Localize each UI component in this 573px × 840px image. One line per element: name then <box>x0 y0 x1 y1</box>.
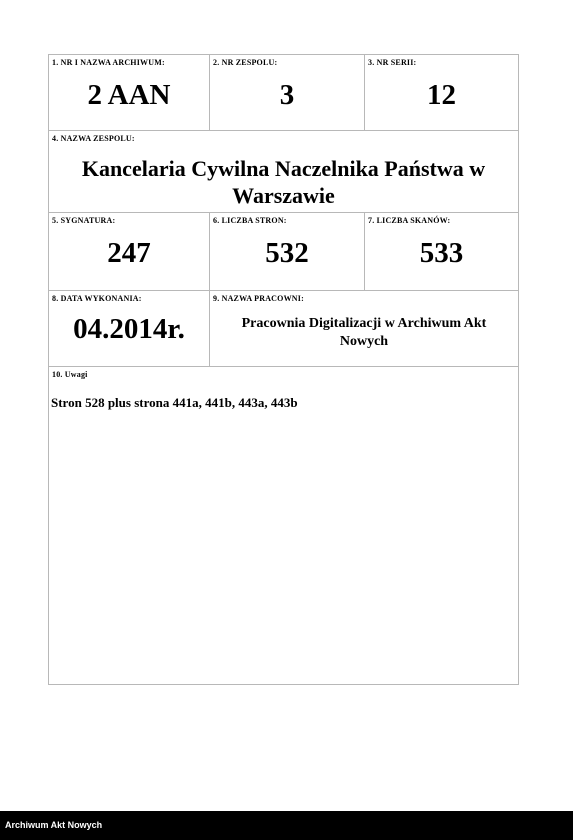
fonds-name-value: Kancelaria Cywilna Naczelnika Państwa w Warszawie <box>81 156 486 208</box>
signature-value: 247 <box>107 237 151 269</box>
series-number-cell <box>364 55 518 130</box>
workshop-cell <box>209 291 518 366</box>
execution-date-cell <box>49 291 209 366</box>
fonds-number-label: 2. NR ZESPOLU: <box>213 58 278 67</box>
fonds-number-cell <box>209 55 364 130</box>
fonds-name-label: 4. NAZWA ZESPOLU: <box>52 134 135 143</box>
row-counts <box>49 213 518 291</box>
workshop-value: Pracownia Digitalizacji w Archiwum Akt Nowych <box>241 316 487 349</box>
metadata-sheet <box>48 54 519 685</box>
fonds-number-value: 3 <box>279 79 295 111</box>
pages-count-value: 532 <box>265 237 309 269</box>
series-number-value: 12 <box>427 79 456 111</box>
execution-date-value: 04.2014r. <box>73 313 185 345</box>
footer-bar <box>0 811 573 840</box>
row-archive-info <box>49 55 518 131</box>
scans-count-label: 7. LICZBA SKANÓW: <box>368 216 451 225</box>
archive-label: 1. NR I NAZWA ARCHIWUM: <box>52 58 165 67</box>
scans-count-cell <box>364 213 518 290</box>
series-number-label: 3. NR SERII: <box>368 58 417 67</box>
remarks-value: Stron 528 plus strona 441a, 441b, 443a, 443b <box>51 395 298 410</box>
signature-label: 5. SYGNATURA: <box>52 216 116 225</box>
archive-cell <box>49 55 209 130</box>
pages-count-cell <box>209 213 364 290</box>
pages-count-label: 6. LICZBA STRON: <box>213 216 287 225</box>
remarks-label: 10. Uwagi <box>52 370 88 379</box>
workshop-label: 9. NAZWA PRACOWNI: <box>213 294 304 303</box>
signature-cell <box>49 213 209 290</box>
execution-date-label: 8. DATA WYKONANIA: <box>52 294 142 303</box>
scans-count-value: 533 <box>419 237 464 269</box>
row-remarks <box>49 367 518 684</box>
archive-value: 2 AAN <box>87 79 171 111</box>
footer-text: Archiwum Akt Nowych <box>5 820 103 830</box>
row-fonds-name <box>49 131 518 213</box>
row-execution <box>49 291 518 367</box>
